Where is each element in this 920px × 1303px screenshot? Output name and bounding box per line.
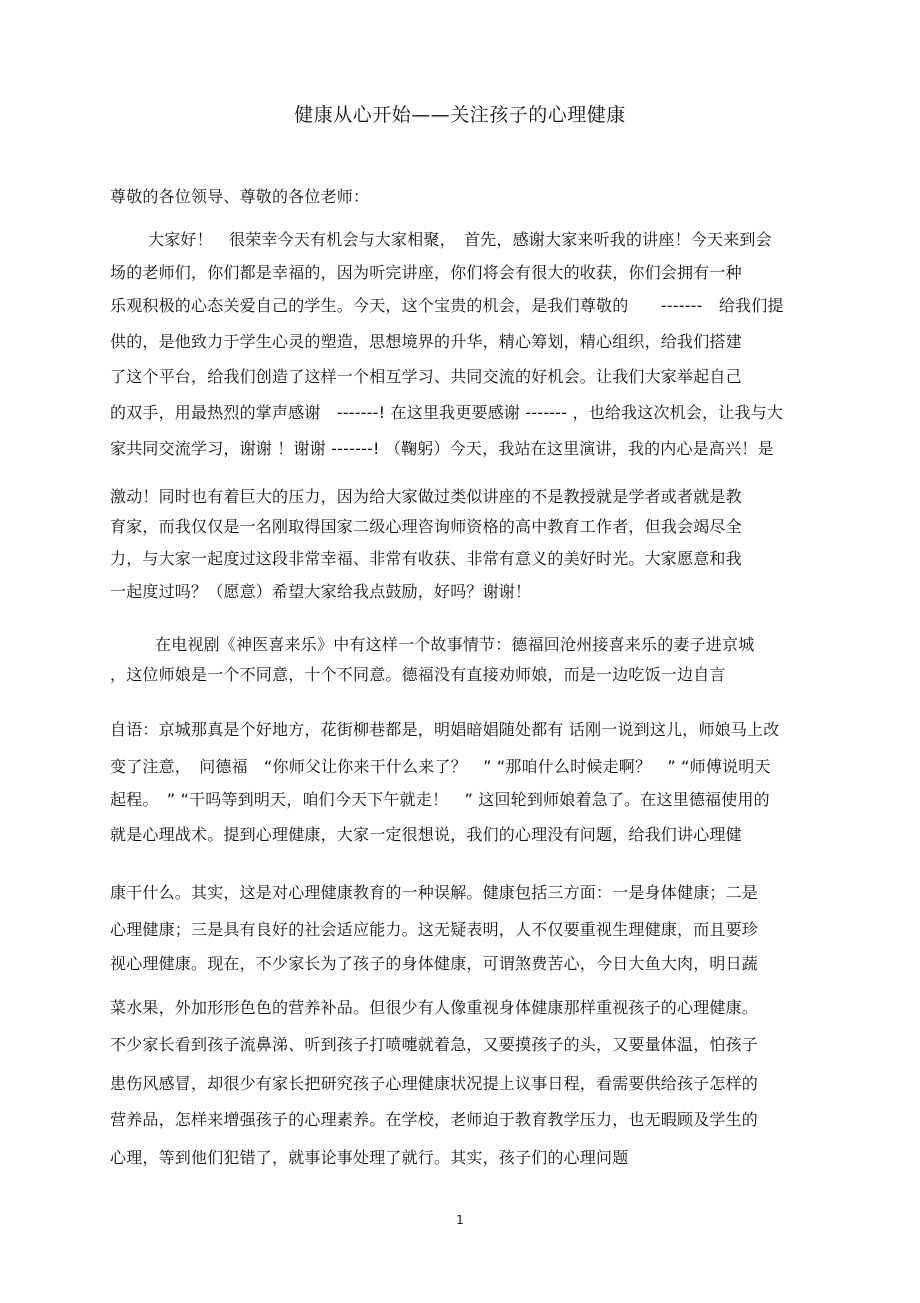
page-number: 1 xyxy=(456,1213,464,1227)
body-line: 供的，是他致力于学生心灵的塑造，思想境界的升华，精心筹划，精心组织，给我们搭建 xyxy=(110,332,742,351)
body-line: 力，与大家一起度过这段非常幸福、非常有收获、非常有意义的美好时光。大家愿意和我 xyxy=(110,549,742,568)
salutation: 尊敬的各位领导、尊敬的各位老师： xyxy=(110,187,370,206)
body-line: 患伤风感冒，却很少有家长把研究孩子心理健康状况提上议事日程，看需要供给孩子怎样的 xyxy=(110,1074,759,1093)
body-line: 康干什么。其实，这是对心理健康教育的一种误解。健康包括三方面：一是身体健康；二是 xyxy=(110,883,759,902)
body-line: 心理健康；三是具有良好的社会适应能力。这无疑表明，人不仅要重视生理健康，而且要珍 xyxy=(110,920,759,939)
body-line: 心理，等到他们犯错了，就事论事处理了就行。其实，孩子们的心理问题 xyxy=(110,1148,629,1167)
body-line: 视心理健康。现在，不少家长为了孩子的身体健康，可谓煞费苦心，今日大鱼大肉，明日蔬 xyxy=(110,954,759,973)
body-line: 就是心理战术。提到心理健康，大家一定很想说，我们的心理没有问题，给我们讲心理健 xyxy=(110,825,742,844)
body-line: 激动！同时也有着巨大的压力，因为给大家做过类似讲座的不是教授就是学者或者就是教 xyxy=(110,487,742,506)
body-line: 在电视剧《神医喜来乐》中有这样一个故事情节：德福回沧州接喜来乐的妻子进京城 xyxy=(155,635,755,654)
body-line: 营养品，怎样来增强孩子的心理素养。在学校，老师迫于教育教学压力，也无暇顾及学生的 xyxy=(110,1110,759,1129)
body-line: 了这个平台，给我们创造了这样一个相互学习、共同交流的好机会。让我们大家举起自己 xyxy=(110,367,742,386)
page-title: 健康从心开始——关注孩子的心理健康 xyxy=(294,104,626,126)
body-line: 一起度过吗？（愿意）希望大家给我点鼓励，好吗？谢谢！ xyxy=(110,582,532,601)
body-line: 大家好！ 很荣幸今天有机会与大家相聚， 首先，感谢大家来听我的讲座！今天来到会 xyxy=(148,230,772,249)
body-line: 变了注意， 问德福 “你师父让你来干什么来了？ ” “那咱什么时候走啊？ ” “师傅说明天 xyxy=(110,757,771,776)
body-line: 起程。 ” “干吗等到明天，咱们今天下午就走！ ” 这回轮到师娘着急了。在这里德福使用的 xyxy=(110,790,770,809)
body-line: 家共同交流学习，谢谢 ！谢谢 -------! （鞠躬）今天，我站在这里演讲，我的内心是高兴！是 xyxy=(110,439,774,458)
body-line: 场的老师们，你们都是幸福的，因为听完讲座，你们将会有很大的收获，你们会拥有一种 xyxy=(110,263,742,282)
body-line: ，这位师娘是一个不同意，十个不同意。德福没有直接劝师娘，而是一边吃饭一边自言 xyxy=(110,665,726,684)
body-line: 菜水果，外加形形色色的营养补品。但很少有人像重视身体健康那样重视孩子的心理健康。 xyxy=(110,998,759,1017)
body-line: 育家，而我仅仅是一名刚取得国家二级心理咨询师资格的高中教育工作者，但我会竭尽全 xyxy=(110,517,742,536)
body-line: 乐观积极的心态关爱自己的学生。今天，这个宝贵的机会，是我们尊敬的 ------- 给我们提 xyxy=(110,296,784,315)
body-line: 的双手，用最热烈的掌声感谢 -------! 在这里我更要感谢 ------- ，也给我这次机会，让我与大 xyxy=(110,403,784,422)
body-line: 不少家长看到孩子流鼻涕、听到孩子打喷嚏就着急，又要摸孩子的头，又要量体温，怕孩子 xyxy=(110,1035,759,1054)
body-line: 自语：京城那真是个好地方，花街柳巷都是，明娼暗娼随处都有 话刚一说到这儿，师娘马上改 xyxy=(110,720,780,739)
